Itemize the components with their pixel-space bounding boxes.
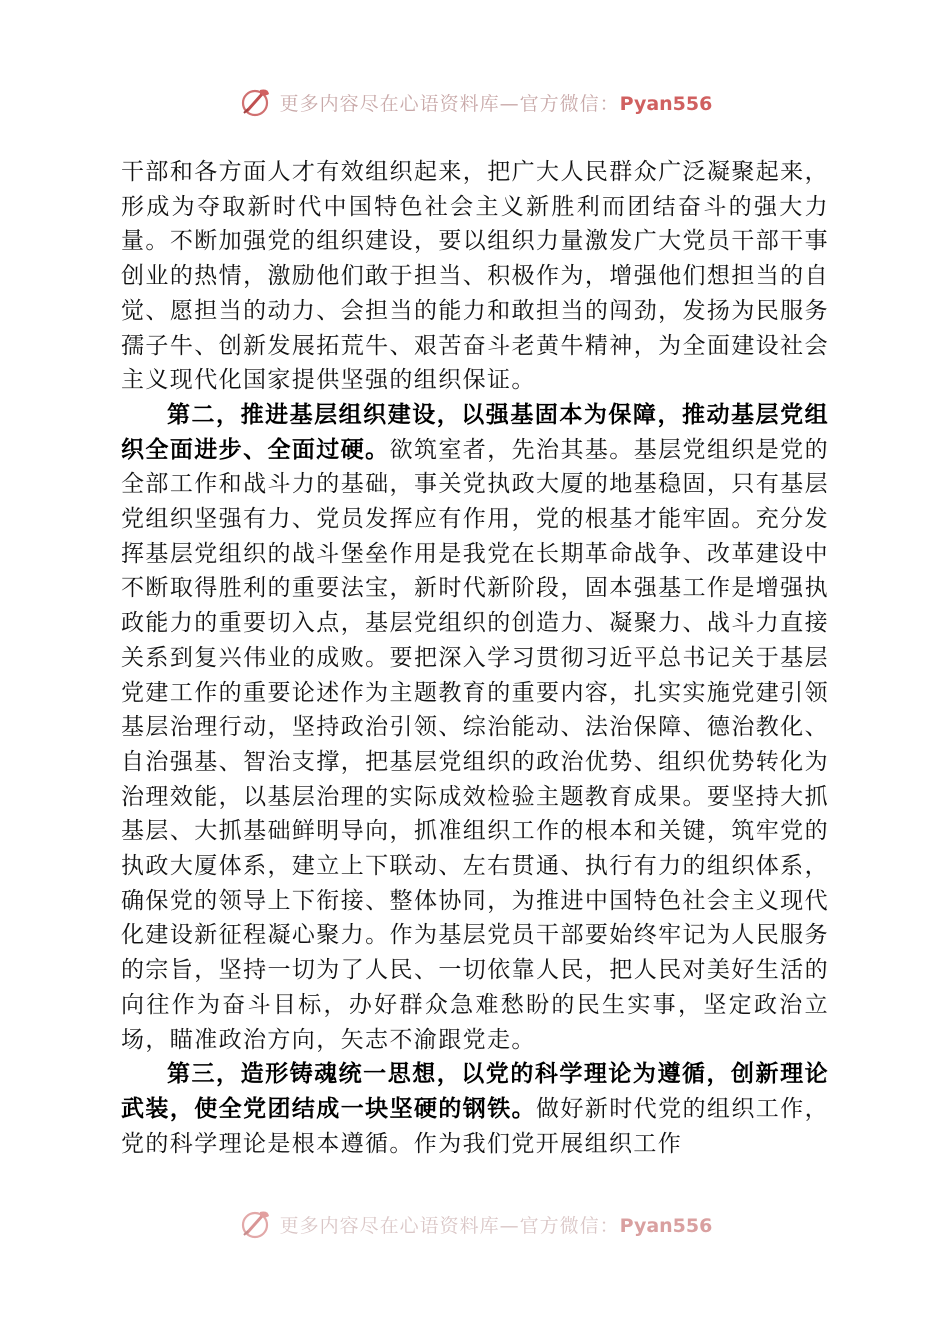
paragraph-1 bbox=[121, 155, 829, 398]
paragraph-lead: 第二，推进基层组织建设，以强基固本为保障，推动基层党组织全面进步、全面过硬。 bbox=[121, 400, 829, 463]
watermark-label: 更多内容尽在心语资料库—官方微信： bbox=[279, 1214, 620, 1237]
watermark-label: 更多内容尽在心语资料库—官方微信： bbox=[279, 92, 620, 115]
watermark-text bbox=[280, 89, 713, 116]
pen-flower-logo-icon bbox=[238, 84, 274, 120]
watermark-wechat-id: Pyan556 bbox=[619, 92, 713, 115]
paragraph-lead: 第三，造形铸魂统一思想，以党的科学理论为遵循，创新理论武装，使全党团结成一块坚硬的钢铁。 bbox=[121, 1060, 829, 1122]
document-body bbox=[121, 155, 829, 1161]
footer-watermark bbox=[0, 1204, 950, 1244]
paragraph-body: 做好新时代党的组织工作，党的科学理论是根本遵循。作为我们党开展组织工作 bbox=[121, 1095, 829, 1157]
watermark-wechat-id: Pyan556 bbox=[619, 1214, 713, 1237]
watermark-text bbox=[280, 1211, 713, 1238]
paragraph-3 bbox=[121, 1057, 829, 1161]
paragraph-body: 欲筑室者，先治其基。基层党组织是党的全部工作和战斗力的基础，事关党执政大厦的地基稳固，只有基层党组织坚强有力、党员发挥应有作用，党的根基才能牢固。充分发挥基层党组织的战斗堡垒作用是我党在长期革命战争、改革建设中不断取得胜利的重要法宝，新时代新阶段，固本强基工作是增强执政能力的重要切入点，基层党组织的创造力、凝聚力、战斗力直接关系到复兴伟业的成败。要把深入学习贯彻习近平总书记关于基层党建工作的重要论述作为主题教育的重要内容，扎实实施党建引领基层治理行动，坚持政治引领、综治能动、法治保障、德治教化、自治强基、智治支撑，把基层党组织的政治优势、组织优势转化为治理效能，以基层治理的实际成效检验主题教育成果。要坚持大抓基层、大抓基础鲜明导向，抓准组织工作的根本和关键，筑牢党的执政大厦体系，建立上下联动、左右贯通、执行有力的组织体系，确保党的领导上下衔接、整体协同，为推进中国特色社会主义现代化建设新征程凝心聚力。作为基层党员干部要始终牢记为人民服务的宗旨，坚持一切为了人民、一切依靠人民，把人民对美好生活的向往作为奋斗目标，办好群众急难愁盼的民生实事，坚定政治立场，瞄准政治方向，矢志不渝跟党走。 bbox=[121, 436, 829, 1053]
header-watermark bbox=[0, 82, 950, 122]
paragraph-2 bbox=[121, 398, 829, 1057]
pen-flower-logo-icon bbox=[238, 1206, 274, 1242]
paragraph-body: 干部和各方面人才有效组织起来，把广大人民群众广泛凝聚起来，形成为夺取新时代中国特色社会主义新胜利而团结奋斗的强大力量。不断加强党的组织建设，要以组织力量激发广大党员干部干事创业的热情，激励他们敢于担当、积极作为，增强他们想担当的自觉、愿担当的动力、会担当的能力和敢担当的闯劲，发扬为民服务孺子牛、创新发展拓荒牛、艰苦奋斗老黄牛精神，为全面建设社会主义现代化国家提供坚强的组织保证。 bbox=[121, 159, 829, 394]
